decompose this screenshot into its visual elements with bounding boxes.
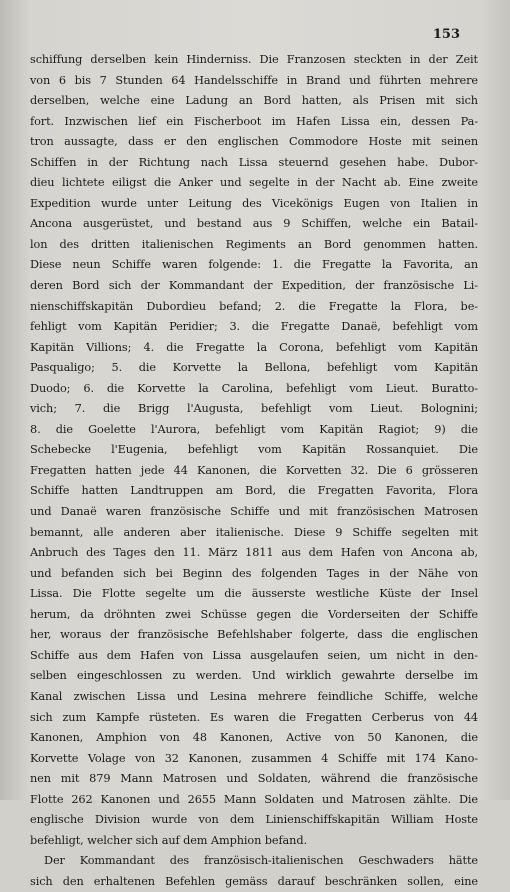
text-line: Kanal zwischen Lissa und Lesina mehrere feindliche Schiffe, welche (30, 689, 478, 703)
text-line: dieu lichtete eiligst die Anker und segelte in der Nacht ab. Eine zweite (30, 176, 478, 190)
text-line: von 6 bis 7 Stunden 64 Handelsschiffe in Brand und führten mehrere (30, 73, 478, 87)
text-line: 8. die Goelette l'Aurora, befehligt vom Kapitän Ragiot; 9) die (30, 422, 478, 436)
text-line: Flotte 262 Kanonen und 2655 Mann Soldaten und Matrosen zählte. Die (30, 792, 478, 806)
text-line: derselben, welche eine Ladung an Bord hatten, als Prisen mit sich (30, 94, 478, 108)
text-line: Schiffen in der Richtung nach Lissa steuernd gesehen habe. Dubor- (30, 155, 478, 169)
text-line: deren Bord sich der Kommandant der Expedition, der französische Li- (30, 279, 478, 293)
text-line: fehligt vom Kapitän Peridier; 3. die Fregatte Danaë, befehligt vom (30, 320, 478, 334)
text-line: und Danaë waren französische Schiffe und mit französischen Matrosen (30, 505, 478, 519)
text-line: schiffung derselben kein Hinderniss. Die Franzosen steckten in der Zeit (30, 53, 478, 66)
text-line: englische Division wurde von dem Linienschiffskapitän William Hoste (30, 813, 478, 827)
body-text (30, 50, 478, 892)
text-line: befehligt, welcher sich auf dem Amphion befand. (30, 833, 307, 847)
text-line: Fregatten hatten jede 44 Kanonen, die Korvetten 32. Die 6 grösseren (30, 463, 478, 477)
text-line: Schiffe hatten Landtruppen am Bord, die Fregatten Favorita, Flora (30, 484, 478, 498)
text-line: Der Kommandant des französisch-italienischen Geschwaders hätte (44, 854, 478, 868)
text-line: fort. Inzwischen lief ein Fischerboot im Hafen Lissa ein, dessen Pa- (30, 114, 478, 128)
text-line: Pasqualigo; 5. die Korvette la Bellona, befehligt vom Kapitän (30, 361, 478, 375)
page-number: 153 (432, 27, 460, 42)
text-line: tron aussagte, dass er den englischen Commodore Hoste mit seinen (30, 135, 478, 149)
text-line: selben eingeschlossen zu werden. Und wirklich gewahrte derselbe im (30, 669, 478, 683)
text-line: Korvette Volage von 32 Kanonen, zusammen 4 Schiffe mit 174 Kano- (30, 751, 478, 765)
text-line: vich; 7. die Brigg l'Augusta, befehligt vom Lieut. Bolognini; (30, 402, 478, 416)
text-line: Schiffe aus dem Hafen von Lissa ausgelaufen seien, um nicht in den- (30, 648, 478, 662)
text-line: Kapitän Villions; 4. die Fregatte la Corona, befehligt vom Kapitän (30, 340, 478, 354)
text-line: her, woraus der französische Befehlshaber folgerte, dass die englischen (30, 628, 478, 642)
text-line: Kanonen, Amphion von 48 Kanonen, Active von 50 Kanonen, die (30, 731, 478, 745)
text-line: bemannt, alle anderen aber italienische. Diese 9 Schiffe segelten mit (30, 525, 478, 539)
text-line: nienschiffskapitän Dubordieu befand; 2. die Fregatte la Flora, be- (30, 299, 478, 313)
text-line: nen mit 879 Mann Matrosen und Soldaten, während die französische (30, 772, 478, 786)
text-line: Expedition wurde unter Leitung des Vicekönigs Eugen von Italien in (30, 196, 478, 210)
text-line: lon des dritten italienischen Regiments an Bord genommen hatten. (30, 237, 478, 251)
text-line: Schebecke l'Eugenia, befehligt vom Kapitän Rossanquiet. Die (30, 443, 478, 457)
text-line: Anbruch des Tages den 11. März 1811 aus dem Hafen von Ancona ab, (30, 546, 478, 560)
text-line: und befanden sich bei Beginn des folgenden Tages in der Nähe von (30, 566, 478, 580)
text-line: herum, da dröhnten zwei Schüsse gegen die Vorderseiten der Schiffe (30, 607, 478, 621)
text-line: sich den erhaltenen Befehlen gemäss darauf beschränken sollen, eine (30, 874, 478, 888)
text-line: sich zum Kampfe rüsteten. Es waren die Fregatten Cerberus von 44 (30, 710, 478, 724)
text-line: Duodo; 6. die Korvette la Carolina, befehligt vom Lieut. Buratto- (30, 381, 478, 395)
text-line: Lissa. Die Flotte segelte um die äusserste westliche Küste der Insel (30, 587, 478, 601)
text-line: Diese neun Schiffe waren folgende: 1. die Fregatte la Favorita, an (30, 258, 478, 272)
text-line: Ancona ausgerüstet, und bestand aus 9 Schiffen, welche ein Batail- (30, 217, 478, 231)
